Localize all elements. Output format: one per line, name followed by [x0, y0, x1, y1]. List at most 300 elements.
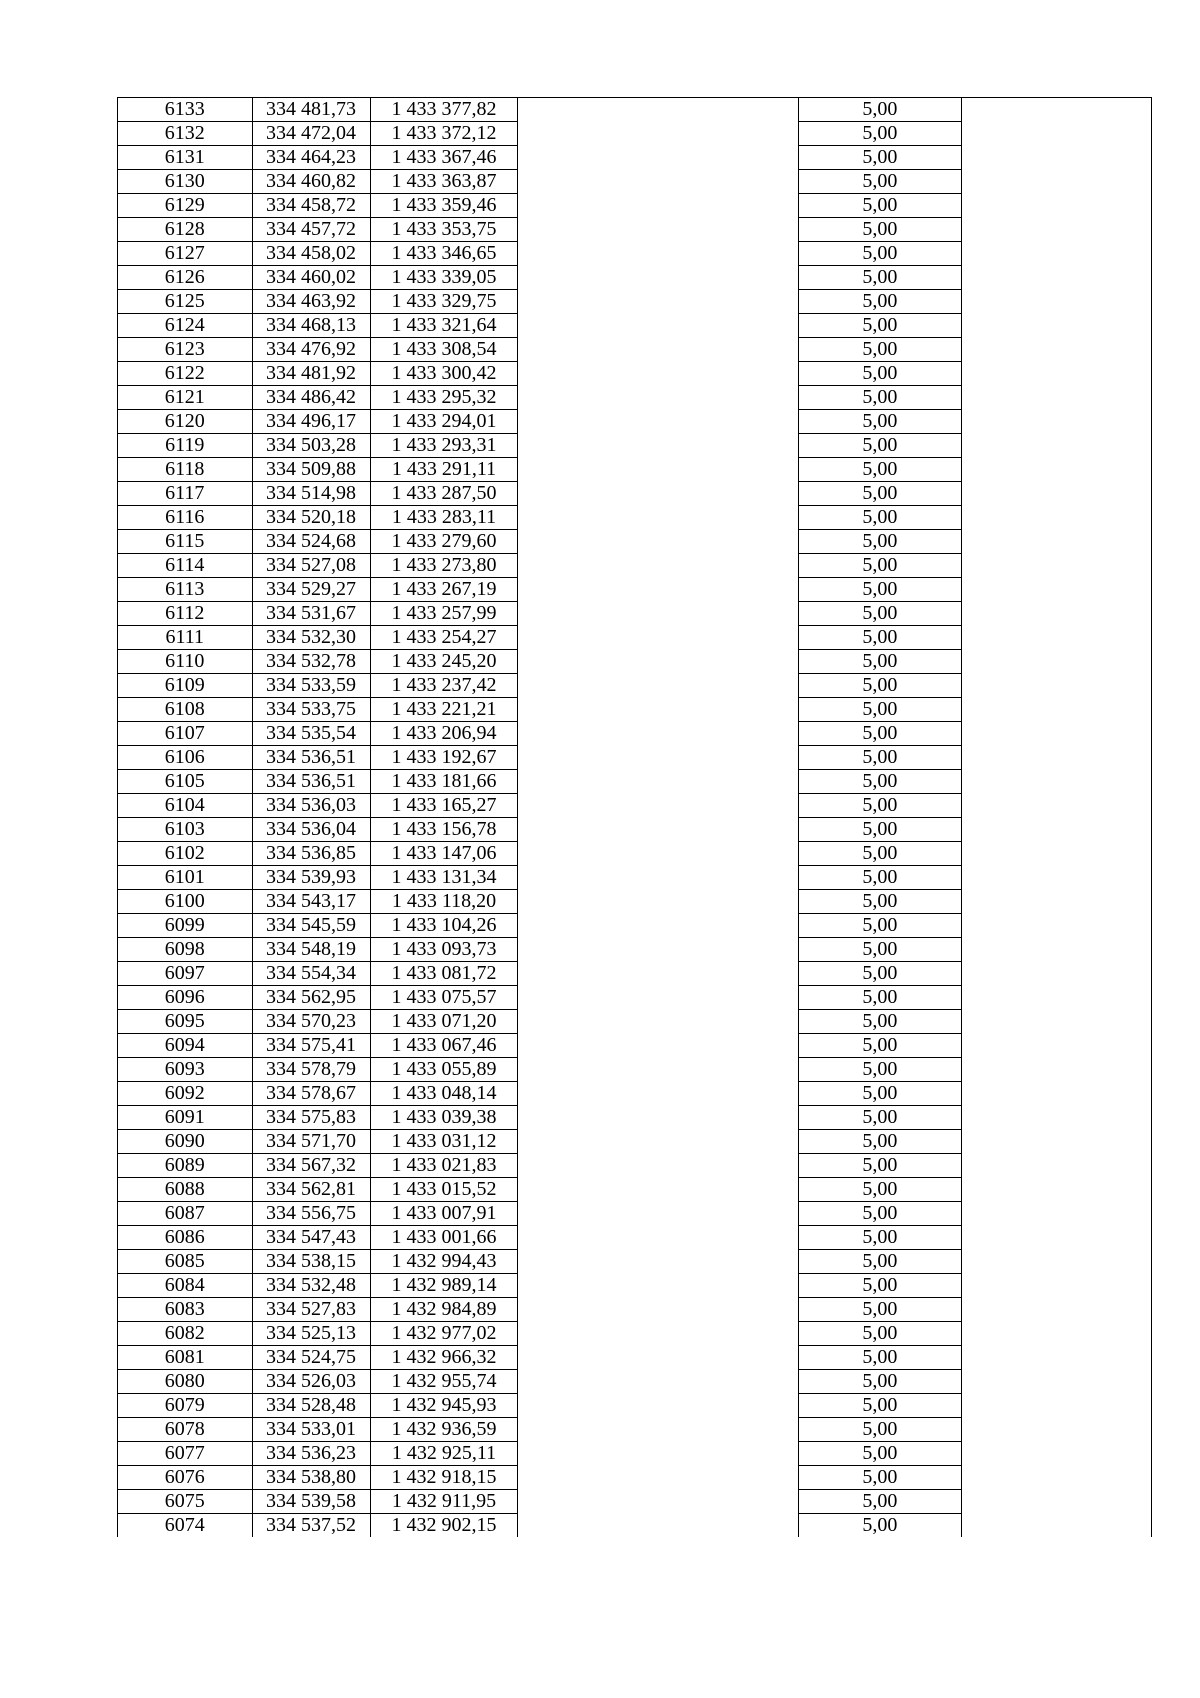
precision-cell: 5,00 [798, 1394, 961, 1418]
y-coordinate-cell: 1 433 007,91 [370, 1202, 518, 1226]
x-coordinate-cell: 334 539,93 [252, 866, 370, 890]
point-number-cell: 6098 [118, 938, 253, 962]
note-cell [962, 770, 1152, 794]
note-cell [962, 1130, 1152, 1154]
x-coordinate-cell: 334 520,18 [252, 506, 370, 530]
empty-cell [518, 1346, 798, 1370]
precision-cell: 5,00 [798, 1178, 961, 1202]
empty-cell [518, 482, 798, 506]
y-coordinate-cell: 1 433 372,12 [370, 122, 518, 146]
y-coordinate-cell: 1 432 984,89 [370, 1298, 518, 1322]
point-number-cell: 6133 [118, 98, 253, 122]
note-cell [962, 1202, 1152, 1226]
point-number-cell: 6083 [118, 1298, 253, 1322]
x-coordinate-cell: 334 575,83 [252, 1106, 370, 1130]
point-number-cell: 6126 [118, 266, 253, 290]
point-number-cell: 6112 [118, 602, 253, 626]
x-coordinate-cell: 334 458,02 [252, 242, 370, 266]
note-cell [962, 674, 1152, 698]
precision-cell: 5,00 [798, 1010, 961, 1034]
precision-cell: 5,00 [798, 506, 961, 530]
empty-cell [518, 578, 798, 602]
note-cell [962, 170, 1152, 194]
table-row [118, 1202, 1152, 1226]
x-coordinate-cell: 334 526,03 [252, 1370, 370, 1394]
point-number-cell: 6093 [118, 1058, 253, 1082]
table-row [118, 1058, 1152, 1082]
empty-cell [518, 1250, 798, 1274]
empty-cell [518, 698, 798, 722]
x-coordinate-cell: 334 578,79 [252, 1058, 370, 1082]
y-coordinate-cell: 1 433 245,20 [370, 650, 518, 674]
y-coordinate-cell: 1 433 359,46 [370, 194, 518, 218]
y-coordinate-cell: 1 433 075,57 [370, 986, 518, 1010]
note-cell [962, 938, 1152, 962]
x-coordinate-cell: 334 529,27 [252, 578, 370, 602]
y-coordinate-cell: 1 432 977,02 [370, 1322, 518, 1346]
precision-cell: 5,00 [798, 482, 961, 506]
point-number-cell: 6132 [118, 122, 253, 146]
table-row [118, 1034, 1152, 1058]
empty-cell [518, 170, 798, 194]
point-number-cell: 6081 [118, 1346, 253, 1370]
empty-cell [518, 458, 798, 482]
table-row [118, 962, 1152, 986]
empty-cell [518, 122, 798, 146]
empty-cell [518, 794, 798, 818]
table-row [118, 866, 1152, 890]
precision-cell: 5,00 [798, 938, 961, 962]
y-coordinate-cell: 1 433 254,27 [370, 626, 518, 650]
point-number-cell: 6086 [118, 1226, 253, 1250]
y-coordinate-cell: 1 433 291,11 [370, 458, 518, 482]
precision-cell: 5,00 [798, 602, 961, 626]
table-row [118, 122, 1152, 146]
note-cell [962, 530, 1152, 554]
point-number-cell: 6131 [118, 146, 253, 170]
point-number-cell: 6117 [118, 482, 253, 506]
empty-cell [518, 530, 798, 554]
y-coordinate-cell: 1 433 001,66 [370, 1226, 518, 1250]
point-number-cell: 6099 [118, 914, 253, 938]
y-coordinate-cell: 1 433 081,72 [370, 962, 518, 986]
precision-cell: 5,00 [798, 1514, 961, 1538]
table-row [118, 1274, 1152, 1298]
x-coordinate-cell: 334 536,51 [252, 746, 370, 770]
empty-cell [518, 1082, 798, 1106]
precision-cell: 5,00 [798, 218, 961, 242]
x-coordinate-cell: 334 458,72 [252, 194, 370, 218]
note-cell [962, 1058, 1152, 1082]
point-number-cell: 6111 [118, 626, 253, 650]
note-cell [962, 818, 1152, 842]
precision-cell: 5,00 [798, 626, 961, 650]
table-row [118, 290, 1152, 314]
precision-cell: 5,00 [798, 1202, 961, 1226]
empty-cell [518, 1178, 798, 1202]
point-number-cell: 6082 [118, 1322, 253, 1346]
precision-cell: 5,00 [798, 1130, 961, 1154]
empty-cell [518, 146, 798, 170]
x-coordinate-cell: 334 463,92 [252, 290, 370, 314]
note-cell [962, 962, 1152, 986]
precision-cell: 5,00 [798, 674, 961, 698]
precision-cell: 5,00 [798, 1274, 961, 1298]
note-cell [962, 242, 1152, 266]
x-coordinate-cell: 334 457,72 [252, 218, 370, 242]
x-coordinate-cell: 334 468,13 [252, 314, 370, 338]
note-cell [962, 1514, 1152, 1538]
y-coordinate-cell: 1 433 377,82 [370, 98, 518, 122]
x-coordinate-cell: 334 464,23 [252, 146, 370, 170]
y-coordinate-cell: 1 433 283,11 [370, 506, 518, 530]
empty-cell [518, 386, 798, 410]
empty-cell [518, 410, 798, 434]
empty-cell [518, 1298, 798, 1322]
x-coordinate-cell: 334 481,73 [252, 98, 370, 122]
x-coordinate-cell: 334 503,28 [252, 434, 370, 458]
empty-cell [518, 890, 798, 914]
empty-cell [518, 194, 798, 218]
precision-cell: 5,00 [798, 722, 961, 746]
table-row [118, 698, 1152, 722]
empty-cell [518, 626, 798, 650]
empty-cell [518, 1130, 798, 1154]
note-cell [962, 1034, 1152, 1058]
precision-cell: 5,00 [798, 986, 961, 1010]
precision-cell: 5,00 [798, 362, 961, 386]
empty-cell [518, 746, 798, 770]
point-number-cell: 6113 [118, 578, 253, 602]
note-cell [962, 338, 1152, 362]
empty-cell [518, 722, 798, 746]
empty-cell [518, 218, 798, 242]
table-row [118, 530, 1152, 554]
x-coordinate-cell: 334 545,59 [252, 914, 370, 938]
empty-cell [518, 242, 798, 266]
empty-cell [518, 1202, 798, 1226]
precision-cell: 5,00 [798, 866, 961, 890]
note-cell [962, 410, 1152, 434]
point-number-cell: 6089 [118, 1154, 253, 1178]
y-coordinate-cell: 1 433 353,75 [370, 218, 518, 242]
x-coordinate-cell: 334 460,02 [252, 266, 370, 290]
precision-cell: 5,00 [798, 338, 961, 362]
y-coordinate-cell: 1 432 918,15 [370, 1466, 518, 1490]
table-row [118, 674, 1152, 698]
point-number-cell: 6119 [118, 434, 253, 458]
table-row [118, 458, 1152, 482]
precision-cell: 5,00 [798, 1154, 961, 1178]
y-coordinate-cell: 1 433 273,80 [370, 554, 518, 578]
table-row [118, 1442, 1152, 1466]
empty-cell [518, 602, 798, 626]
y-coordinate-cell: 1 433 039,38 [370, 1106, 518, 1130]
table-row [118, 938, 1152, 962]
point-number-cell: 6095 [118, 1010, 253, 1034]
x-coordinate-cell: 334 562,95 [252, 986, 370, 1010]
x-coordinate-cell: 334 524,68 [252, 530, 370, 554]
empty-cell [518, 1466, 798, 1490]
precision-cell: 5,00 [798, 1034, 961, 1058]
y-coordinate-cell: 1 433 267,19 [370, 578, 518, 602]
x-coordinate-cell: 334 532,30 [252, 626, 370, 650]
note-cell [962, 194, 1152, 218]
table-row [118, 794, 1152, 818]
precision-cell: 5,00 [798, 650, 961, 674]
point-number-cell: 6127 [118, 242, 253, 266]
point-number-cell: 6124 [118, 314, 253, 338]
table-row [118, 170, 1152, 194]
empty-cell [518, 770, 798, 794]
coordinate-table-body [118, 98, 1152, 1538]
empty-cell [518, 986, 798, 1010]
precision-cell: 5,00 [798, 698, 961, 722]
table-row [118, 218, 1152, 242]
y-coordinate-cell: 1 432 989,14 [370, 1274, 518, 1298]
table-row [118, 1346, 1152, 1370]
note-cell [962, 1466, 1152, 1490]
note-cell [962, 866, 1152, 890]
table-row [118, 914, 1152, 938]
table-row [118, 1130, 1152, 1154]
point-number-cell: 6085 [118, 1250, 253, 1274]
note-cell [962, 266, 1152, 290]
table-row [118, 266, 1152, 290]
point-number-cell: 6108 [118, 698, 253, 722]
empty-cell [518, 674, 798, 698]
point-number-cell: 6107 [118, 722, 253, 746]
note-cell [962, 1298, 1152, 1322]
note-cell [962, 434, 1152, 458]
table-row [118, 1490, 1152, 1514]
precision-cell: 5,00 [798, 1298, 961, 1322]
table-row [118, 1226, 1152, 1250]
y-coordinate-cell: 1 433 067,46 [370, 1034, 518, 1058]
point-number-cell: 6115 [118, 530, 253, 554]
table-row [118, 362, 1152, 386]
table-row [118, 434, 1152, 458]
table-row [118, 578, 1152, 602]
precision-cell: 5,00 [798, 314, 961, 338]
point-number-cell: 6090 [118, 1130, 253, 1154]
empty-cell [518, 1154, 798, 1178]
table-row [118, 98, 1152, 122]
point-number-cell: 6078 [118, 1418, 253, 1442]
point-number-cell: 6094 [118, 1034, 253, 1058]
x-coordinate-cell: 334 570,23 [252, 1010, 370, 1034]
table-row [118, 1106, 1152, 1130]
note-cell [962, 650, 1152, 674]
precision-cell: 5,00 [798, 962, 961, 986]
point-number-cell: 6077 [118, 1442, 253, 1466]
y-coordinate-cell: 1 433 055,89 [370, 1058, 518, 1082]
point-number-cell: 6102 [118, 842, 253, 866]
empty-cell [518, 1226, 798, 1250]
x-coordinate-cell: 334 536,23 [252, 1442, 370, 1466]
table-row [118, 146, 1152, 170]
point-number-cell: 6118 [118, 458, 253, 482]
precision-cell: 5,00 [798, 1106, 961, 1130]
table-row [118, 242, 1152, 266]
table-row [118, 626, 1152, 650]
note-cell [962, 1490, 1152, 1514]
precision-cell: 5,00 [798, 1442, 961, 1466]
empty-cell [518, 362, 798, 386]
precision-cell: 5,00 [798, 266, 961, 290]
point-number-cell: 6079 [118, 1394, 253, 1418]
table-row [118, 386, 1152, 410]
precision-cell: 5,00 [798, 170, 961, 194]
precision-cell: 5,00 [798, 1082, 961, 1106]
point-number-cell: 6104 [118, 794, 253, 818]
point-number-cell: 6125 [118, 290, 253, 314]
precision-cell: 5,00 [798, 890, 961, 914]
empty-cell [518, 434, 798, 458]
precision-cell: 5,00 [798, 1058, 961, 1082]
x-coordinate-cell: 334 556,75 [252, 1202, 370, 1226]
precision-cell: 5,00 [798, 194, 961, 218]
note-cell [962, 842, 1152, 866]
precision-cell: 5,00 [798, 530, 961, 554]
empty-cell [518, 1106, 798, 1130]
x-coordinate-cell: 334 578,67 [252, 1082, 370, 1106]
note-cell [962, 1418, 1152, 1442]
note-cell [962, 1274, 1152, 1298]
note-cell [962, 794, 1152, 818]
x-coordinate-cell: 334 532,78 [252, 650, 370, 674]
table-row [118, 1082, 1152, 1106]
note-cell [962, 482, 1152, 506]
empty-cell [518, 650, 798, 674]
table-row [118, 722, 1152, 746]
precision-cell: 5,00 [798, 410, 961, 434]
x-coordinate-cell: 334 562,81 [252, 1178, 370, 1202]
precision-cell: 5,00 [798, 1490, 961, 1514]
y-coordinate-cell: 1 433 367,46 [370, 146, 518, 170]
table-row [118, 338, 1152, 362]
note-cell [962, 890, 1152, 914]
note-cell [962, 602, 1152, 626]
y-coordinate-cell: 1 432 936,59 [370, 1418, 518, 1442]
table-row [118, 746, 1152, 770]
empty-cell [518, 818, 798, 842]
point-number-cell: 6080 [118, 1370, 253, 1394]
y-coordinate-cell: 1 433 221,21 [370, 698, 518, 722]
empty-cell [518, 1034, 798, 1058]
note-cell [962, 1370, 1152, 1394]
y-coordinate-cell: 1 433 329,75 [370, 290, 518, 314]
note-cell [962, 458, 1152, 482]
y-coordinate-cell: 1 433 104,26 [370, 914, 518, 938]
table-row [118, 1466, 1152, 1490]
empty-cell [518, 314, 798, 338]
empty-cell [518, 1322, 798, 1346]
empty-cell [518, 1394, 798, 1418]
empty-cell [518, 842, 798, 866]
coordinate-table [117, 97, 1152, 1537]
table-row [118, 314, 1152, 338]
x-coordinate-cell: 334 460,82 [252, 170, 370, 194]
table-row [118, 1418, 1152, 1442]
empty-cell [518, 98, 798, 122]
point-number-cell: 6110 [118, 650, 253, 674]
x-coordinate-cell: 334 547,43 [252, 1226, 370, 1250]
x-coordinate-cell: 334 525,13 [252, 1322, 370, 1346]
x-coordinate-cell: 334 536,85 [252, 842, 370, 866]
empty-cell [518, 506, 798, 530]
note-cell [962, 218, 1152, 242]
y-coordinate-cell: 1 433 093,73 [370, 938, 518, 962]
point-number-cell: 6092 [118, 1082, 253, 1106]
note-cell [962, 914, 1152, 938]
precision-cell: 5,00 [798, 386, 961, 410]
table-row [118, 1178, 1152, 1202]
precision-cell: 5,00 [798, 1370, 961, 1394]
x-coordinate-cell: 334 514,98 [252, 482, 370, 506]
precision-cell: 5,00 [798, 794, 961, 818]
empty-cell [518, 266, 798, 290]
x-coordinate-cell: 334 527,83 [252, 1298, 370, 1322]
empty-cell [518, 1490, 798, 1514]
table-row [118, 194, 1152, 218]
note-cell [962, 1226, 1152, 1250]
empty-cell [518, 290, 798, 314]
note-cell [962, 1154, 1152, 1178]
y-coordinate-cell: 1 433 346,65 [370, 242, 518, 266]
y-coordinate-cell: 1 433 363,87 [370, 170, 518, 194]
note-cell [962, 554, 1152, 578]
y-coordinate-cell: 1 433 206,94 [370, 722, 518, 746]
x-coordinate-cell: 334 571,70 [252, 1130, 370, 1154]
table-row [118, 650, 1152, 674]
x-coordinate-cell: 334 567,32 [252, 1154, 370, 1178]
point-number-cell: 6109 [118, 674, 253, 698]
x-coordinate-cell: 334 536,51 [252, 770, 370, 794]
table-row [118, 1370, 1152, 1394]
point-number-cell: 6075 [118, 1490, 253, 1514]
precision-cell: 5,00 [798, 1418, 961, 1442]
note-cell [962, 722, 1152, 746]
table-row [118, 1250, 1152, 1274]
y-coordinate-cell: 1 433 295,32 [370, 386, 518, 410]
point-number-cell: 6106 [118, 746, 253, 770]
y-coordinate-cell: 1 433 257,99 [370, 602, 518, 626]
note-cell [962, 1442, 1152, 1466]
point-number-cell: 6129 [118, 194, 253, 218]
table-row [118, 770, 1152, 794]
empty-cell [518, 866, 798, 890]
table-row [118, 986, 1152, 1010]
x-coordinate-cell: 334 486,42 [252, 386, 370, 410]
point-number-cell: 6122 [118, 362, 253, 386]
precision-cell: 5,00 [798, 242, 961, 266]
point-number-cell: 6087 [118, 1202, 253, 1226]
y-coordinate-cell: 1 433 287,50 [370, 482, 518, 506]
x-coordinate-cell: 334 472,04 [252, 122, 370, 146]
x-coordinate-cell: 334 543,17 [252, 890, 370, 914]
table-row [118, 1154, 1152, 1178]
note-cell [962, 1322, 1152, 1346]
y-coordinate-cell: 1 432 902,15 [370, 1514, 518, 1538]
empty-cell [518, 1370, 798, 1394]
table-row [118, 1298, 1152, 1322]
point-number-cell: 6096 [118, 986, 253, 1010]
y-coordinate-cell: 1 432 911,95 [370, 1490, 518, 1514]
precision-cell: 5,00 [798, 1466, 961, 1490]
x-coordinate-cell: 334 476,92 [252, 338, 370, 362]
point-number-cell: 6128 [118, 218, 253, 242]
